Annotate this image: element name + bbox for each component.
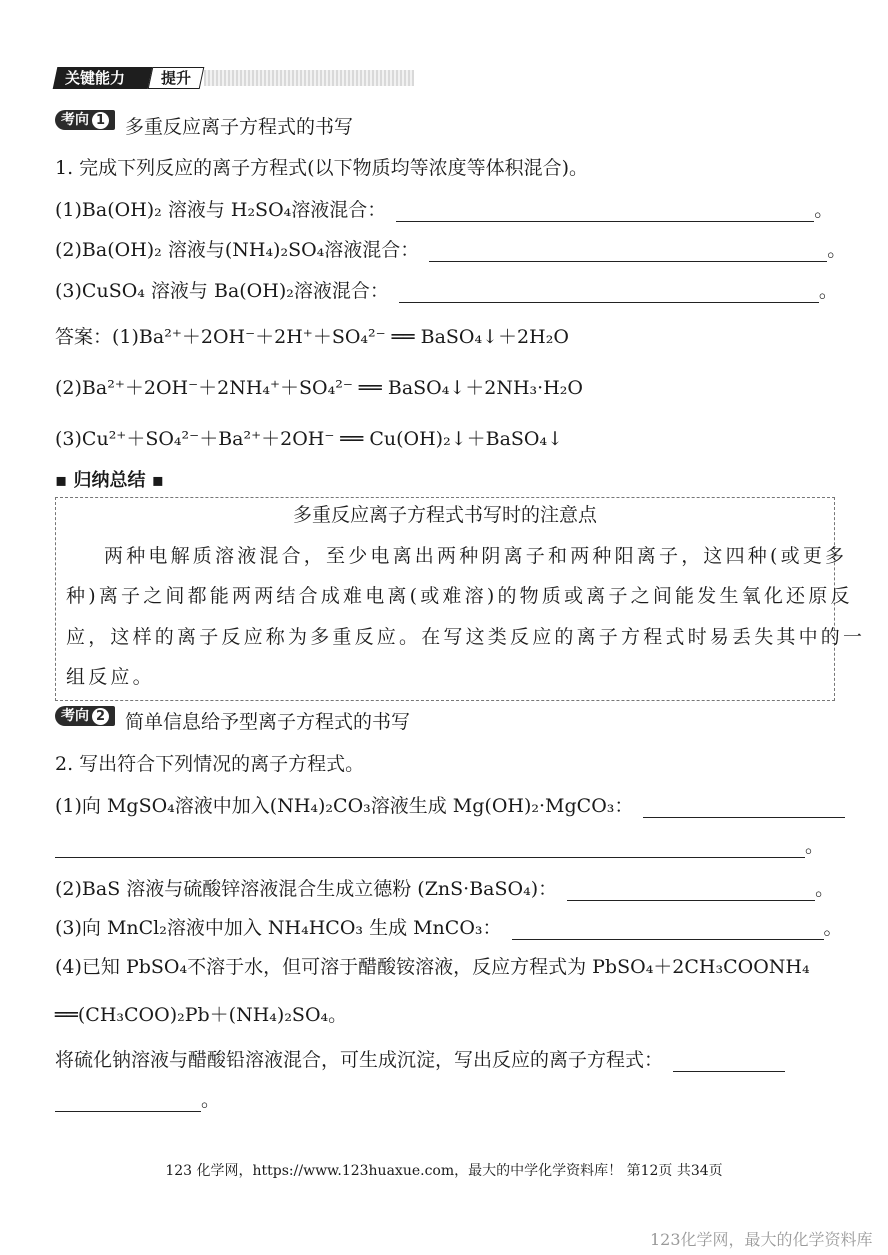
question-1-item-3: (3)CuSO₄ 溶液与 Ba(OH)₂溶液混合： 。 xyxy=(55,280,838,302)
answer-blank[interactable] xyxy=(399,284,819,303)
topic-title-1: 多重反应离子方程式的书写 xyxy=(125,116,354,138)
page-footer: 123 化学网，https://www.123huaxue.com，最大的中学化学资料库！ 第12页 共34页 xyxy=(165,1163,723,1179)
answer-blank[interactable] xyxy=(512,921,824,940)
section-tag: 提升 xyxy=(148,67,205,89)
summary-title: 多重反应离子方程式书写时的注意点 xyxy=(292,504,597,526)
answer-blank[interactable] xyxy=(396,203,814,222)
question-1-stem: 1. 完成下列反应的离子方程式(以下物质均等浓度等体积混合)。 xyxy=(55,157,588,179)
question-1-item-1: (1)Ba(OH)₂ 溶液与 H₂SO₄溶液混合： 。 xyxy=(55,199,834,221)
summary-heading: ▪ 归纳总结 ▪ xyxy=(55,470,164,491)
topic-title-2: 简单信息给予型离子方程式的书写 xyxy=(125,711,411,733)
answer-blank[interactable] xyxy=(643,799,845,818)
answer-blank[interactable] xyxy=(55,1093,201,1112)
summary-line: 组反应。 xyxy=(66,666,155,688)
banner-decoration xyxy=(204,70,414,86)
question-2-item-2: (2)BaS 溶液与硫酸锌溶液混合生成立德粉 (ZnS·BaSO₄)： 。 xyxy=(55,878,835,900)
summary-line: 两种电解质溶液混合，至少电离出两种阴离子和两种阳离子，这四种(或更多 xyxy=(104,545,848,567)
question-2-item-4-prompt: 将硫化钠溶液与醋酸铅溶液混合，可生成沉淀，写出反应的离子方程式： xyxy=(55,1045,785,1072)
question-2-stem: 2. 写出符合下列情况的离子方程式。 xyxy=(55,753,365,775)
summary-line: 种)离子之间都能两两结合成难电离(或难溶)的物质或离子之间能发生氧化还原反 xyxy=(66,585,853,607)
topic-badge-1: 考向 1 xyxy=(55,110,115,130)
question-2-item-4-cont: 。 xyxy=(55,1085,220,1112)
question-2-item-4-equation: ══(CH₃COO)₂Pb＋(NH₄)₂SO₄。 xyxy=(55,1004,348,1026)
answer-blank[interactable] xyxy=(429,243,827,262)
question-1-item-2: (2)Ba(OH)₂ 溶液与(NH₄)₂SO₄溶液混合： 。 xyxy=(55,239,847,261)
answer-2: (2)Ba²⁺＋2OH⁻＋2NH₄⁺＋SO₄²⁻ ══ BaSO₄↓＋2NH₃·H₂O xyxy=(55,377,583,399)
answer-1: 答案：(1)Ba²⁺＋2OH⁻＋2H⁺＋SO₄²⁻ ══ BaSO₄↓＋2H₂O xyxy=(55,326,569,348)
answer-blank[interactable] xyxy=(55,839,805,858)
question-2-item-1: (1)向 MgSO₄溶液中加入(NH₄)₂CO₃溶液生成 Mg(OH)₂·MgCO₃： xyxy=(55,791,845,818)
answer-blank[interactable] xyxy=(567,882,815,901)
topic-badge-2: 考向 2 xyxy=(55,706,115,726)
question-2-item-3: (3)向 MnCl₂溶液中加入 NH₄HCO₃ 生成 MnCO₃： 。 xyxy=(55,917,843,939)
section-banner: 关键能力 xyxy=(53,67,158,89)
question-2-item-4: (4)已知 PbSO₄不溶于水，但可溶于醋酸铵溶液，反应方程式为 PbSO₄＋2CH₃COONH₄ xyxy=(55,956,810,978)
watermark: 123化学网，最大的化学资料库 xyxy=(650,1230,873,1249)
answer-blank[interactable] xyxy=(673,1053,785,1072)
answer-3: (3)Cu²⁺＋SO₄²⁻＋Ba²⁺＋2OH⁻ ══ Cu(OH)₂↓＋BaSO₄↓ xyxy=(55,428,564,450)
summary-line: 应，这样的离子反应称为多重反应。在写这类反应的离子方程式时易丢失其中的一 xyxy=(66,626,866,648)
question-2-item-1-cont: 。 xyxy=(55,831,824,858)
